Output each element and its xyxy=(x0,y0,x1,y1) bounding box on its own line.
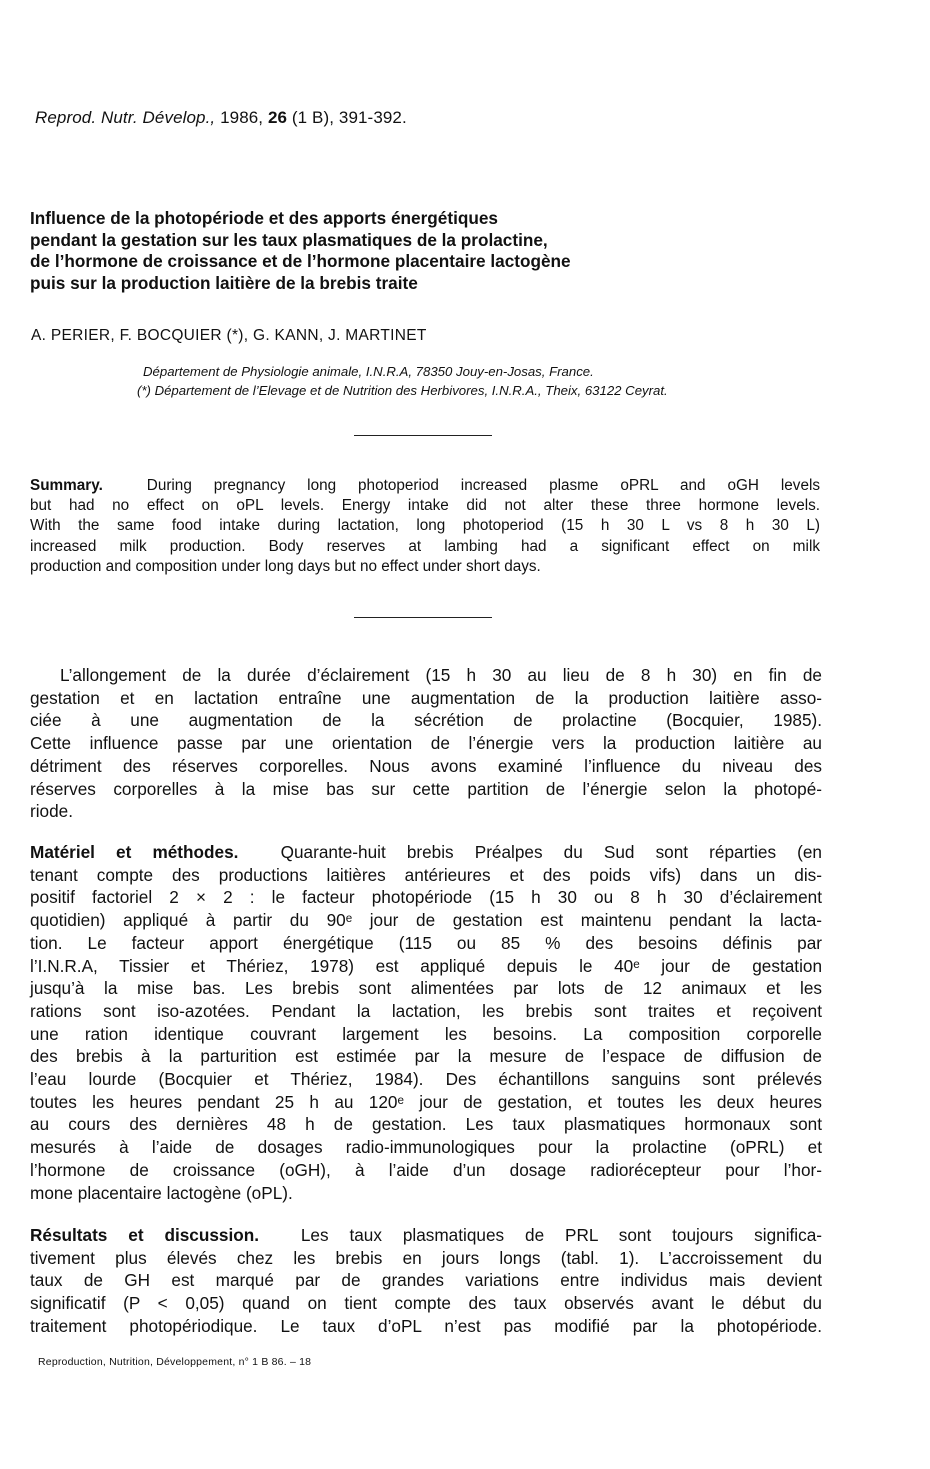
paragraph-line: jusqu’à la mise bas. Les brebis sont alimentées par lots de 12 animaux et les xyxy=(30,978,822,999)
paragraph-line: quotidien) appliqué à partir du 90ᵉ jour de gestation est maintenu pendant la lacta- xyxy=(30,910,822,931)
summary-heading: Summary. xyxy=(30,477,103,494)
citation-volume: 26 xyxy=(267,108,288,127)
paragraph-line: rations sont iso-azotées. Pendant la lactation, les brebis sont traites et reçoivent xyxy=(30,1000,822,1021)
paragraph-line: riode. xyxy=(30,801,73,822)
paragraph-line: détriment des réserves corporelles. Nous avons examiné l’influence du niveau des xyxy=(30,755,822,776)
article-title xyxy=(30,208,850,294)
paragraph-line: tenant compte des productions laitières antérieures et des poids vifs) dans un dis- xyxy=(30,864,822,885)
paragraph-line: gestation et en lactation entraîne une augmentation de la production laitière asso- xyxy=(30,687,822,708)
author-list: A. PERIER, F. BOCQUIER (*), G. KANN, J. MARTINET xyxy=(31,327,427,344)
methods-paragraph xyxy=(30,841,822,1204)
separator-rule xyxy=(354,435,492,436)
paragraph-line: l’hormone de croissance (oGH), à l’aide d’un dosage radiorécepteur pour l’hor- xyxy=(30,1159,822,1180)
paragraph-line: au cours des dernières 48 h de gestation. Les taux plasmatiques hormonaux sont xyxy=(30,1114,822,1135)
summary-block xyxy=(30,476,820,577)
paragraph-line: ciée à une augmentation de la sécrétion de prolactine (Bocquier, 1985). xyxy=(30,710,822,731)
paragraph-line: significatif (P < 0,05) quand on tient compte des taux observés avant le début du xyxy=(30,1293,822,1314)
paragraph-line: l’eau lourde (Bocquier et Thériez, 1984). Des échantillons sanguins sont prélevés xyxy=(30,1069,822,1090)
paragraph-line: une ration identique couvrant largement les besoins. La composition corporelle xyxy=(30,1023,822,1044)
paragraph-line: mone placentaire lactogène (oPL). xyxy=(30,1182,293,1203)
affiliation-2: (*) Département de l’Elevage et de Nutrition des Herbivores, I.N.R.A., Theix, 63122 Ceyrat. xyxy=(137,383,668,398)
paragraph-line: Cette influence passe par une orientation de l’énergie vers la production laitière au xyxy=(30,733,822,754)
paragraph-line: traitement photopériodique. Le taux d’oPL n’est pas modifié par la photopériode. xyxy=(30,1315,822,1336)
paragraph-line: toutes les heures pendant 25 h au 120ᵉ jour de gestation, et toutes les deux heures xyxy=(30,1091,822,1112)
page-footer: Reproduction, Nutrition, Développement, n° 1 B 86. – 18 xyxy=(38,1356,312,1368)
summary-line: With the same food intake during lactation, long photoperiod (15 h 30 L vs 8 h 30 L) xyxy=(30,517,820,535)
results-heading: Résultats et discussion. xyxy=(30,1225,260,1245)
paragraph-line: des brebis à la parturition est estimée par la mesure de l’espace de diffusion de xyxy=(30,1046,822,1067)
paragraph-line: L’allongement de la durée d’éclairement (15 h 30 au lieu de 8 h 30) en fin de xyxy=(60,665,822,685)
paragraph-line: Résultats et discussion. Les taux plasmatiques de PRL sont toujours significa- xyxy=(30,1225,822,1245)
paragraph-line: positif factoriel 2 × 2 : le facteur photopériode (15 h 30 ou 8 h 30 d’éclairement xyxy=(30,887,822,908)
affiliation-1: Département de Physiologie animale, I.N.R.A, 78350 Jouy-en-Josas, France. xyxy=(143,364,594,379)
paragraph-line: réserves corporelles à la mise bas sur cette partition de l’énergie selon la photopé- xyxy=(30,778,822,799)
methods-heading: Matériel et méthodes. xyxy=(30,842,239,862)
journal-name: Reprod. Nutr. Dévelop., xyxy=(35,108,216,127)
citation-issue-pages: (1 B), 391-392. xyxy=(291,108,407,127)
title-line: Influence de la photopériode et des apports énergétiques xyxy=(30,208,498,228)
paragraph-line: Matériel et méthodes. Quarante-huit brebis Préalpes du Sud sont réparties (en xyxy=(30,842,822,862)
journal-citation xyxy=(35,108,407,128)
title-line: puis sur la production laitière de la brebis traite xyxy=(30,272,418,293)
separator-rule xyxy=(354,617,492,618)
title-line: pendant la gestation sur les taux plasmatiques de la prolactine, xyxy=(30,229,548,250)
summary-line: but had no effect on oPL levels. Energy intake did not alter these three hormone levels. xyxy=(30,497,820,515)
paragraph-line: mesurés à l’aide de dosages radio-immunologiques pour la prolactine (oPRL) et xyxy=(30,1137,822,1158)
summary-line: increased milk production. Body reserves at lambing had a significant effect on milk xyxy=(30,537,820,555)
intro-paragraph xyxy=(30,664,822,823)
citation-year: 1986, xyxy=(220,108,264,127)
summary-line: Summary. During pregnancy long photoperiod increased plasme oPRL and oGH levels xyxy=(30,477,821,494)
paragraph-line: l’I.N.R.A, Tissier et Thériez, 1978) est appliqué depuis le 40ᵉ jour de gestation xyxy=(30,955,822,976)
results-paragraph xyxy=(30,1224,822,1338)
paragraph-line: tion. Le facteur apport énergétique (115 ou 85 % des besoins définis par xyxy=(30,932,822,953)
summary-line: production and composition under long days but no effect under short days. xyxy=(30,557,541,575)
paragraph-line: taux de GH est marqué par de grandes variations entre individus mais devient xyxy=(30,1270,822,1291)
title-line: de l’hormone de croissance et de l’hormone placentaire lactogène xyxy=(30,251,571,271)
paragraph-line: tivement plus élevés chez les brebis en jours longs (tabl. 1). L’accroissement du xyxy=(30,1247,822,1268)
